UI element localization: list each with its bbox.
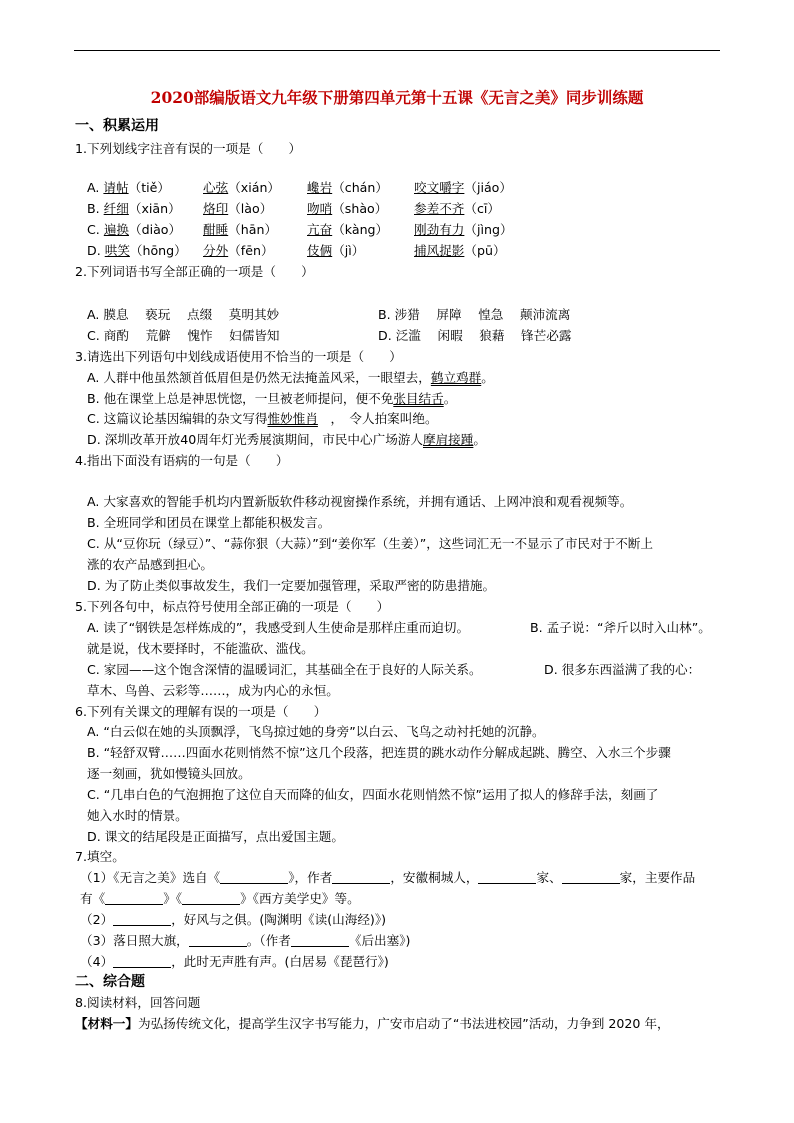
header-rule: [74, 50, 720, 51]
q1-option-cell: [203, 200, 272, 218]
q1-option-cell: [307, 200, 387, 218]
pinyin: （tiě）: [128, 180, 170, 195]
q3-option-d: [87, 431, 486, 449]
q3-option-b: [87, 390, 456, 408]
q1-option-cell: [414, 179, 512, 197]
q7-4-text-b: ，此时无声胜有声。(白居易《琵琶行》): [171, 954, 389, 969]
pinyin: （jìng）: [464, 222, 513, 237]
q3-c-end: ， 令人拍案叫绝。: [317, 411, 438, 426]
q5-option-b-line1: B. 孟子说：“斧斤以时入山林”。: [530, 620, 711, 635]
q7-item-4: [80, 953, 389, 971]
q2-stem: 2.下列词语书写全部正确的一项是（ ）: [75, 264, 314, 279]
underlined-word: 请帖: [103, 180, 129, 195]
fill-blank[interactable]: [562, 870, 620, 884]
q5-option-d-line2: 草木、鸟兽、云彩等……，成为内心的永恒。: [87, 683, 339, 698]
q7-1-text-d: 家、: [536, 870, 562, 885]
q3-a-end: 。: [481, 370, 494, 385]
fill-blank[interactable]: [291, 933, 349, 947]
option-letter: C.: [87, 222, 104, 237]
q7-item-1-line2: [80, 890, 360, 908]
q7-1-text-b: 》，作者: [288, 870, 333, 885]
q2-option-b: B. 涉猎 屏障 惶急 颠沛流离: [378, 307, 571, 322]
underlined-word: 咬文嚼字: [414, 180, 465, 195]
q6-option-c-line2: 她入水时的情景。: [87, 808, 188, 823]
fill-blank[interactable]: [220, 870, 288, 884]
underlined-word: 遍换: [103, 222, 129, 237]
q2-option-a: A. 膜息 亵玩 点缀 莫明其妙: [87, 307, 280, 322]
q3-option-a: [87, 369, 494, 387]
q4-option-d: D. 为了防止类似事故发生，我们一定要加强管理，采取严密的防患措施。: [87, 578, 496, 593]
pinyin: （diào）: [129, 222, 182, 237]
option-letter: B.: [87, 201, 104, 216]
section-heading-1: 一、积累运用: [75, 118, 159, 134]
q1-option-cell: [414, 221, 513, 239]
q5-option-b-line2: 就是说，伐木要择时，不能滥砍、滥伐。: [87, 641, 314, 656]
q6-option-a: A. “白云似在她的头顶飘浮，飞鸟掠过她的身旁”以白云、飞鸟之动衬托她的沉静。: [87, 724, 545, 739]
q1-option-cell: [307, 242, 364, 260]
underlined-word: 伎俩: [307, 243, 333, 258]
underlined-word: 刚劲有力: [414, 222, 465, 237]
q7-3-text-b: 。（作者: [246, 933, 291, 948]
q3-b-text: B. 他在课堂上总是神思恍惚，一旦被老师提问，便不免: [87, 391, 394, 406]
q7-3-text-a: （3）落日照大旗，: [80, 933, 189, 948]
q3-c-text: C. 这篇议论基因编辑的杂文写得: [87, 411, 268, 426]
fill-blank[interactable]: [182, 891, 240, 905]
q3-option-c: [87, 410, 438, 428]
q3-stem: 3.请选出下列语句中划线成语使用不恰当的一项是（ ）: [75, 349, 402, 364]
q2-option-c: C. 商酌 荒僻 愧怍 妇儒皆知: [87, 328, 280, 343]
q3-d-text: D. 深圳改革开放40周年灯光秀展演期间，市民中心广场游人: [87, 432, 423, 447]
fill-blank[interactable]: [189, 933, 247, 947]
q4-option-b: B. 全班同学和团员在课堂上都能积极发言。: [87, 515, 331, 530]
pinyin: （chán）: [332, 180, 388, 195]
material-label: 【材料一】: [75, 1016, 138, 1031]
q5-stem: 5.下列各句中，标点符号使用全部正确的一项是（ ）: [75, 599, 390, 614]
pinyin: （cī）: [464, 201, 500, 216]
underlined-word: 分外: [203, 243, 229, 258]
q5-option-d-line1: D. 很多东西溢满了我的心：: [544, 662, 701, 677]
q7-4-text-a: （4）: [80, 954, 114, 969]
underlined-word: 心弦: [203, 180, 229, 195]
q1-option-cell: [87, 200, 181, 218]
q3-d-idiom: 摩肩接踵: [422, 432, 474, 447]
q7-1-text-f: 有《: [80, 891, 106, 906]
q3-d-end: 。: [473, 432, 486, 447]
pinyin: （hān）: [228, 222, 278, 237]
option-letter: A.: [87, 180, 104, 195]
pinyin: （jì）: [332, 243, 365, 258]
q1-option-cell: [87, 242, 187, 260]
q7-1-text-c: ，安徽桐城人，: [390, 870, 479, 885]
q1-option-cell: [203, 221, 277, 239]
page-title: 2020部编版语文九年级下册第四单元第十五课《无言之美》同步训练题: [150, 88, 644, 107]
q8-stem: 8.阅读材料，回答问题: [75, 995, 201, 1010]
q7-3-text-c: 《后出塞》): [348, 933, 411, 948]
q7-1-text-g: 》《: [163, 891, 183, 906]
underlined-word: 哄笑: [104, 243, 130, 258]
q7-stem: 7.填空。: [75, 849, 125, 864]
q5-option-c: C. 家园——这个饱含深情的温暖词汇，其基础全在于良好的人际关系。: [87, 662, 482, 677]
pinyin: （shào）: [332, 201, 388, 216]
q7-item-2: [80, 911, 386, 929]
q4-stem: 4.指出下面没有语病的一句是（ ）: [75, 453, 289, 468]
q4-option-a: A. 大家喜欢的智能手机均内置新版软件移动视窗操作系统，并拥有通话、上网冲浪和观看视频等。: [87, 494, 633, 509]
underlined-word: 纤细: [103, 201, 129, 216]
section-heading-2: 二、综合题: [75, 974, 145, 990]
fill-blank[interactable]: [105, 891, 163, 905]
q7-1-text-a: （1）《无言之美》选自《: [80, 870, 221, 885]
q6-option-b-line1: B. “轻舒双臂……四面水花则悄然不惊”这几个段落，把连贯的跳水动作分解成起跳、腾空、入水三个步骤: [87, 745, 671, 760]
underlined-word: 吻哨: [307, 201, 333, 216]
pinyin: （pū）: [464, 243, 506, 258]
q7-item-3: [80, 932, 410, 950]
q7-1-text-h: 》《西方美学史》等。: [240, 891, 360, 906]
material-text: 为弘扬传统文化，提高学生汉字书写能力，广安市启动了“书法进校园”活动，力争到 2020 年，: [137, 1016, 670, 1031]
pinyin: （xiān）: [128, 201, 181, 216]
q6-option-c-line1: C. “几串白色的气泡拥抱了这位自天而降的仙女，四面水花则悄然不惊”运用了拟人的修辞手法，刻画了: [87, 787, 659, 802]
underlined-word: 巉岩: [307, 180, 333, 195]
q1-option-cell: [414, 200, 500, 218]
pinyin: （jiáo）: [464, 180, 512, 195]
q4-option-c-line1: C. 从“豆你玩（绿豆）”、“蒜你狠（大蒜）”到“姜你军（生姜）”，这些词汇无一不显示了市民对于不断上: [87, 536, 653, 551]
q3-a-text: A. 人群中他虽然颔首低眉但是仍然无法掩盖风采，一眼望去，: [87, 370, 431, 385]
pinyin: （hōng）: [129, 243, 187, 258]
q3-c-idiom: 惟妙惟肖: [267, 411, 318, 426]
underlined-word: 烙印: [203, 201, 229, 216]
q5-option-a: A. 读了“钢铁是怎样炼成的”，我感受到人生使命是那样庄重而迫切。: [87, 620, 470, 635]
q1-option-cell: [203, 179, 280, 197]
fill-blank[interactable]: [113, 954, 171, 968]
q7-1-text-e: 家，主要作品: [619, 870, 696, 885]
pinyin: （lào）: [228, 201, 273, 216]
q6-option-d: D. 课文的结尾段是正面描写，点出爱国主题。: [87, 829, 344, 844]
q3-a-idiom: 鹤立鸡群: [430, 370, 482, 385]
q1-option-cell: [203, 242, 274, 260]
q1-option-cell: [307, 179, 388, 197]
fill-blank[interactable]: [478, 870, 536, 884]
q1-option-cell: [307, 221, 388, 239]
q2-option-d: D. 泛滥 闲暇 狼藉 锋芒必露: [378, 328, 572, 343]
q8-material-1: [75, 1015, 670, 1033]
q1-option-cell: [87, 221, 181, 239]
pinyin: （kàng）: [332, 222, 389, 237]
underlined-word: 参差不齐: [414, 201, 465, 216]
q4-option-c-line2: 涨的农产品感到担心。: [87, 557, 213, 572]
q1-option-cell: [414, 242, 506, 260]
underlined-word: 酣睡: [203, 222, 229, 237]
q1-stem: 1.下列划线字注音有误的一项是（ ）: [75, 141, 302, 156]
q7-item-1-line1: [80, 869, 695, 887]
underlined-word: 捕风捉影: [414, 243, 465, 258]
underlined-word: 亢奋: [307, 222, 333, 237]
option-letter: D.: [87, 243, 105, 258]
q6-option-b-line2: 逐一刻画，犹如慢镜头回放。: [87, 766, 251, 781]
fill-blank[interactable]: [113, 912, 171, 926]
pinyin: （xián）: [228, 180, 281, 195]
fill-blank[interactable]: [332, 870, 390, 884]
q7-2-text-a: （2）: [80, 912, 114, 927]
q3-b-end: 。: [443, 391, 457, 406]
q1-option-cell: [87, 179, 170, 197]
q7-2-text-b: ，好风与之俱。(陶渊明《读(山海经)》): [171, 912, 387, 927]
pinyin: （fēn）: [228, 243, 274, 258]
q3-b-idiom: 张目结舌: [393, 391, 444, 406]
q6-stem: 6.下列有关课文的理解有误的一项是（ ）: [75, 704, 327, 719]
